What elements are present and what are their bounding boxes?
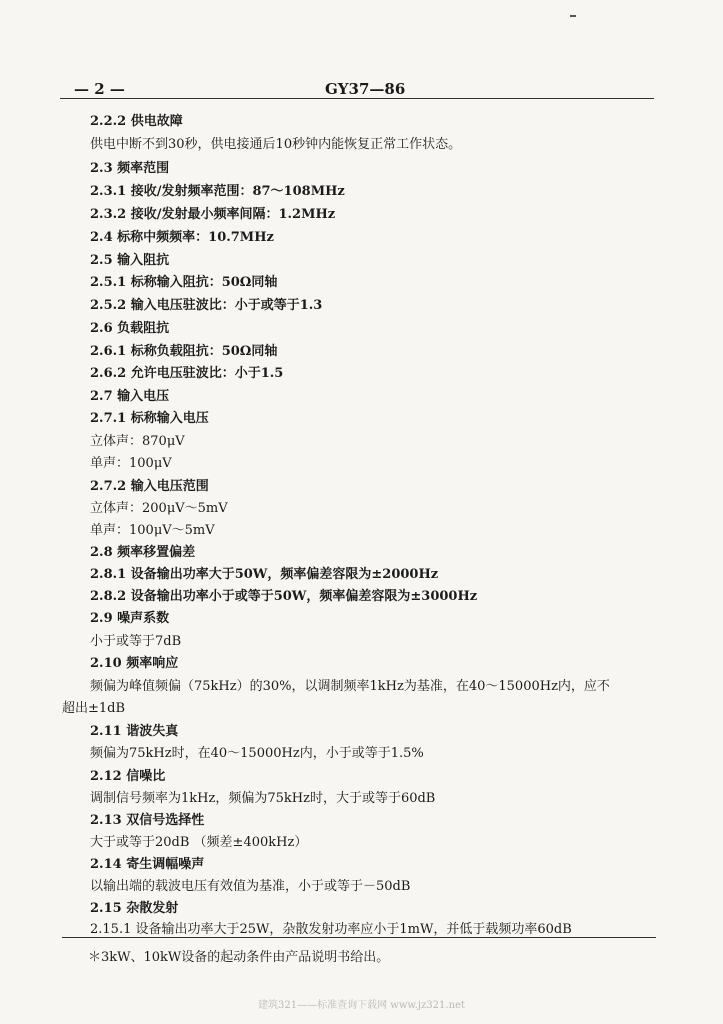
- scan-mark: [570, 15, 576, 17]
- clause-2-3: 2.3 频率范围: [90, 161, 170, 176]
- clause-2-5-1: 2.5.1 标称输入阻抗：50Ω同轴: [90, 275, 278, 290]
- header-rule: [60, 98, 654, 99]
- clause-2-6-1: 2.6.1 标称负载阻抗：50Ω同轴: [90, 344, 278, 359]
- clause-2-12: 2.12 信噪比: [90, 769, 166, 784]
- clause-2-6: 2.6 负载阻抗: [90, 321, 170, 336]
- clause-2-3-2: 2.3.2 接收/发射最小频率间隔：1.2MHz: [90, 207, 336, 222]
- clause-2-2-2: 2.2.2 供电故障: [90, 114, 183, 129]
- body-text: 小于或等于7dB: [90, 634, 182, 649]
- clause-2-8: 2.8 频率移置偏差: [90, 545, 196, 560]
- clause-2-7-2: 2.7.2 输入电压范围: [90, 479, 209, 494]
- body-text: 立体声：870μV: [90, 434, 185, 449]
- footnote-rule: [62, 937, 656, 938]
- body-text: 超出±1dB: [62, 701, 126, 716]
- body-text: 大于或等于20dB （频差±400kHz）: [90, 835, 308, 850]
- body-text: 频偏为峰值频偏（75kHz）的30%，以调制频率1kHz为基准，在40～15000Hz内，应不: [90, 679, 610, 694]
- clause-2-5-2: 2.5.2 输入电压驻波比：小于或等于1.3: [90, 298, 323, 313]
- body-text: 供电中断不到30秒，供电接通后10秒钟内能恢复正常工作状态。: [90, 137, 462, 152]
- clause-2-7: 2.7 输入电压: [90, 389, 170, 404]
- footnote: ＊3kW、10kW设备的起动条件由产品说明书给出。: [88, 950, 390, 965]
- clause-2-4: 2.4 标称中频频率：10.7MHz: [90, 230, 274, 245]
- body-text: 调制信号频率为1kHz，频偏为75kHz时，大于或等于60dB: [90, 791, 436, 806]
- clause-2-8-1: 2.8.1 设备输出功率大于50W，频率偏差容限为±2000Hz: [90, 567, 439, 582]
- clause-2-15-1: 2.15.1 设备输出功率大于25W，杂散发射功率应小于1mW，并低于载频功率60dB: [90, 922, 572, 937]
- clause-2-13: 2.13 双信号选择性: [90, 813, 205, 828]
- clause-2-6-2: 2.6.2 允许电压驻波比：小于1.5: [90, 366, 284, 381]
- watermark: 建筑321——标准查询下载网 www.jz321.net: [258, 1000, 465, 1011]
- clause-2-5: 2.5 输入阻抗: [90, 253, 170, 268]
- body-text: 立体声：200μV～5mV: [90, 501, 228, 516]
- clause-2-7-1: 2.7.1 标称输入电压: [90, 411, 209, 426]
- clause-2-11: 2.11 谐波失真: [90, 724, 179, 739]
- clause-2-10: 2.10 频率响应: [90, 656, 179, 671]
- body-text: 单声：100μV～5mV: [90, 523, 215, 538]
- clause-2-9: 2.9 噪声系数: [90, 611, 170, 626]
- body-text: 以输出端的载波电压有效值为基准，小于或等于－50dB: [90, 879, 411, 894]
- clause-2-14: 2.14 寄生调幅噪声: [90, 857, 205, 872]
- standard-code: GY37—86: [325, 80, 406, 98]
- clause-2-3-1: 2.3.1 接收/发射频率范围：87～108MHz: [90, 184, 345, 199]
- clause-2-8-2: 2.8.2 设备输出功率小于或等于50W，频率偏差容限为±3000Hz: [90, 589, 478, 604]
- clause-2-15: 2.15 杂散发射: [90, 901, 179, 916]
- body-text: 频偏为75kHz时，在40～15000Hz内，小于或等于1.5%: [90, 746, 424, 761]
- body-text: 单声：100μV: [90, 456, 172, 471]
- page-number: — 2 —: [74, 80, 125, 98]
